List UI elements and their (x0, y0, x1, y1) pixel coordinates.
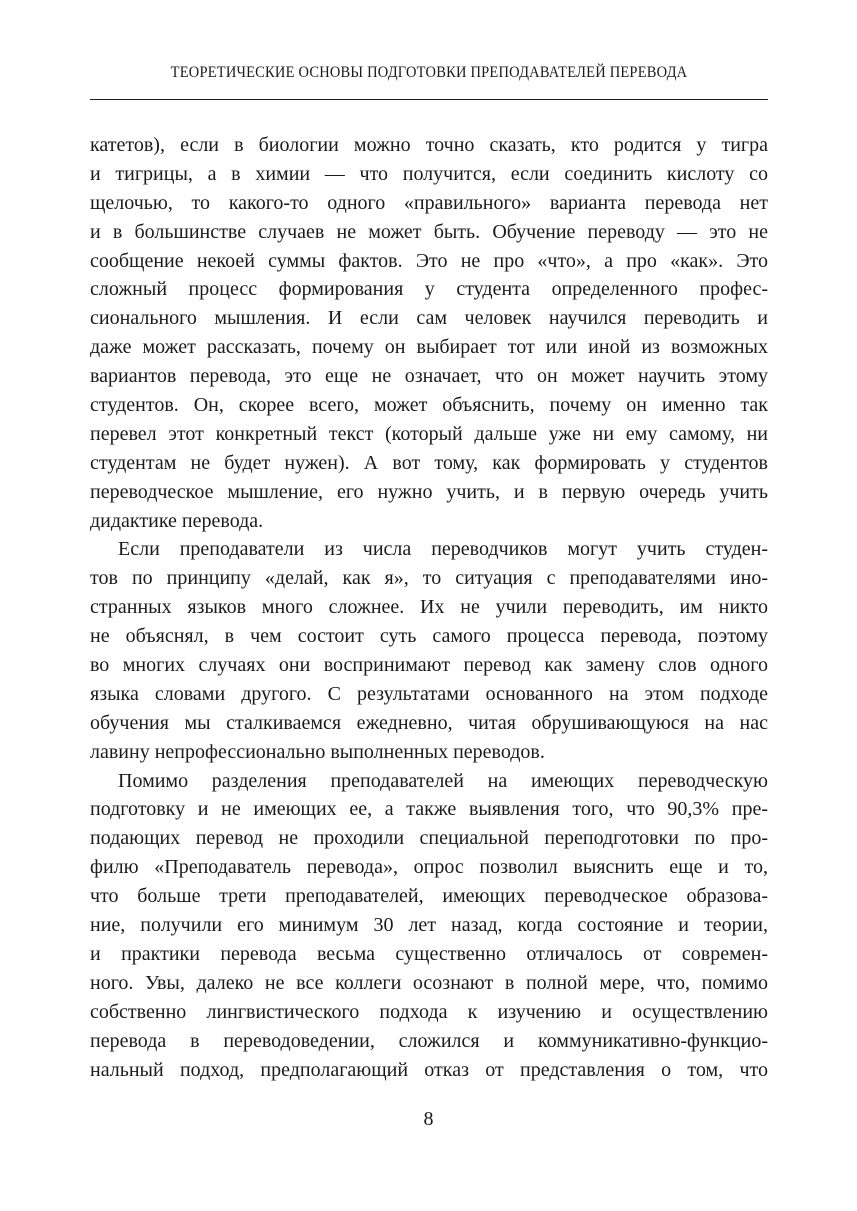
text-line: щелочью, то какого-то одного «правильного» варианта перевода нет (90, 191, 768, 214)
text-line: нальный подход, предполагающий отказ от представления о том, что (90, 1058, 768, 1081)
text-line: перевода в переводоведении, сложился и коммуникативно-функцио- (90, 1029, 768, 1052)
text-line: странных языков много сложнее. Их не учили переводить, им никто (90, 596, 768, 619)
text-line: сионального мышления. И если сам человек научился переводить и (90, 307, 768, 330)
text-line: собственно лингвистического подхода к изучению и осуществлению (90, 1000, 768, 1023)
text-line: сообщение некоей суммы фактов. Это не про «что», а про «как». Это (90, 249, 768, 272)
text-line: тов по принципу «делай, как я», то ситуация с преподавателями ино- (90, 567, 768, 590)
text-line: перевел этот конкретный текст (который дальше уже ни ему самому, ни (90, 422, 768, 445)
text-line: сложный процесс формирования у студента определенного профес- (90, 278, 768, 301)
text-line: лавину непрофессионально выполненных переводов. (90, 740, 545, 763)
running-head: ТЕОРЕТИЧЕСКИЕ ОСНОВЫ ПОДГОТОВКИ ПРЕПОДАВАТЕЛЕЙ ПЕРЕВОДА (170, 64, 688, 82)
text-line: подающих перевод не проходили специальной переподготовки по про- (90, 827, 768, 850)
body-text (90, 131, 768, 1084)
text-line: переводческое мышление, его нужно учить, и в первую очередь учить (90, 480, 768, 503)
text-line: и тигрицы, а в химии — что получится, если соединить кислоту со (90, 162, 768, 185)
text-line: катетов), если в биологии можно точно сказать, кто родится у тигра (90, 134, 768, 156)
paragraph-2 (90, 535, 768, 766)
text-line: и в большинстве случаев не может быть. Обучение переводу — это не (90, 220, 768, 243)
text-line: подготовку и не имеющих ее, а также выявления того, что 90,3% пре- (90, 798, 768, 821)
text-line: не объяснял, в чем состоит суть самого процесса перевода, поэтому (90, 625, 768, 648)
text-line: ние, получили его минимум 30 лет назад, когда состояние и теории, (90, 914, 768, 937)
text-line: студентам не будет нужен). А вот тому, как формировать у студентов (90, 451, 768, 474)
text-line: студентов. Он, скорее всего, может объяснить, почему он именно так (90, 394, 768, 417)
header-rule (90, 99, 768, 100)
text-line: и практики перевода весьма существенно отличалось от современ- (90, 942, 768, 965)
text-line: дидактике перевода. (90, 509, 264, 532)
text-line: вариантов перевода, это еще не означает, что он может научить этому (90, 365, 768, 388)
text-line: Если преподаватели из числа переводчиков могут учить студен- (118, 538, 768, 561)
text-line: во многих случаях они воспринимают перевод как замену слов одного (90, 654, 768, 677)
text-line: ного. Увы, далеко не все коллеги осознают в полной мере, что, помимо (90, 971, 768, 994)
text-line: что больше трети преподавателей, имеющих переводческое образова- (90, 885, 768, 908)
text-line: филю «Преподаватель перевода», опрос позволил выяснить еще и то, (90, 856, 768, 879)
page-number: 8 (423, 1108, 434, 1130)
text-line: Помимо разделения преподавателей на имеющих переводческую (118, 769, 768, 792)
paragraph-3 (90, 767, 768, 1085)
paragraph-1 (90, 131, 768, 535)
text-line: даже может рассказать, почему он выбирает тот или иной из возможных (90, 336, 768, 359)
text-line: языка словами другого. С результатами основанного на этом подходе (90, 682, 768, 705)
text-line: обучения мы сталкиваемся ежедневно, читая обрушивающуюся на нас (90, 711, 768, 734)
